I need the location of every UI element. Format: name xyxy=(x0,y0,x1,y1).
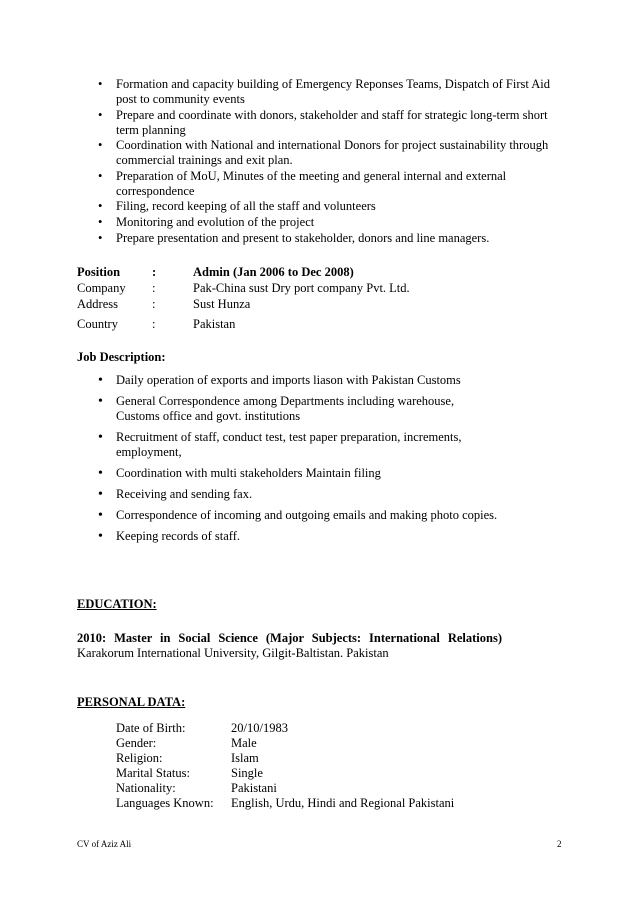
dob-label: Date of Birth: xyxy=(116,721,186,735)
nationality-label: Nationality: xyxy=(116,781,176,795)
list-item-text: Correspondence of incoming and outgoing emails and making photo copies. xyxy=(116,508,498,522)
position-value: Admin (Jan 2006 to Dec 2008) xyxy=(193,265,354,279)
country-row xyxy=(77,316,557,332)
colon: : xyxy=(152,265,157,279)
list-item-text: Preparation of MoU, Minutes of the meeting and general internal and external correspondence xyxy=(116,168,507,198)
list-item xyxy=(98,215,568,230)
list-item xyxy=(98,231,568,246)
list-item-text: Daily operation of exports and imports liason with Pakistan Customs xyxy=(116,373,461,387)
page-number: 2 xyxy=(557,839,562,849)
list-item xyxy=(98,169,568,199)
address-value: Sust Hunza xyxy=(193,297,251,311)
bullet-icon: • xyxy=(98,529,103,544)
bullet-icon: • xyxy=(98,430,103,445)
country-value: Pakistan xyxy=(193,317,236,331)
position-label: Position xyxy=(77,265,121,279)
religion-value: Islam xyxy=(231,751,259,765)
bullet-icon: • xyxy=(98,138,103,153)
list-item-text: Formation and capacity building of Emergency Reponses Teams, Dispatch of First Aid post to community events xyxy=(116,77,551,106)
colon: : xyxy=(152,281,156,295)
education-degree: 2010: Master in Social Science (Major Subjects: International Relations) xyxy=(77,631,502,645)
bullet-icon: • xyxy=(98,487,103,502)
list-item-text: Prepare presentation and present to stakeholder, donors and line managers. xyxy=(116,230,490,245)
company-value: Pak-China sust Dry port company Pvt. Ltd. xyxy=(193,281,410,295)
footer-text: CV of Aziz Ali xyxy=(77,839,132,849)
list-item xyxy=(98,466,498,481)
position-row xyxy=(77,264,557,280)
bullet-icon: • xyxy=(98,107,103,122)
colon: : xyxy=(152,317,156,331)
job-description-heading: Job Description: xyxy=(77,350,166,364)
marital-status-label: Marital Status: xyxy=(116,766,190,780)
list-item xyxy=(98,199,568,214)
list-item-text: Recruitment of staff, conduct test, test paper preparation, increments, employment, xyxy=(116,430,462,459)
bullet-icon: • xyxy=(98,466,103,481)
languages-label: Languages Known: xyxy=(116,796,214,810)
list-item-text: General Correspondence among Departments including warehouse, Customs office and govt. institutions xyxy=(116,394,455,423)
responsibilities-list xyxy=(98,77,568,246)
job-description-list xyxy=(98,373,498,550)
personal-data-heading: PERSONAL DATA: xyxy=(77,695,186,709)
bullet-icon: • xyxy=(98,199,103,214)
list-item xyxy=(98,394,498,424)
address-row xyxy=(77,296,557,312)
nationality-value: Pakistani xyxy=(231,781,277,795)
list-item xyxy=(98,373,498,388)
bullet-icon: • xyxy=(98,168,103,183)
list-item xyxy=(98,487,498,502)
bullet-icon: • xyxy=(98,373,103,388)
position-details xyxy=(77,264,557,332)
list-item-text: Filing, record keeping of all the staff and volunteers xyxy=(116,199,376,214)
list-item xyxy=(98,77,568,107)
list-item xyxy=(98,508,498,523)
list-item-text: Coordination with National and international Donors for project sustainability through commercial trainings and exit plan. xyxy=(116,138,549,168)
dob-value: 20/10/1983 xyxy=(231,721,288,735)
list-item xyxy=(98,430,498,460)
list-item-text: Monitoring and evolution of the project xyxy=(116,214,315,229)
bullet-icon: • xyxy=(98,508,103,523)
list-item-text: Keeping records of staff. xyxy=(116,529,241,543)
list-item-text: Coordination with multi stakeholders Maintain filing xyxy=(116,466,381,480)
bullet-icon: • xyxy=(98,230,103,245)
list-item xyxy=(98,108,568,138)
bullet-icon: • xyxy=(98,394,103,409)
gender-value: Male xyxy=(231,736,257,750)
company-label: Company xyxy=(77,281,126,295)
list-item-text: Receiving and sending fax. xyxy=(116,487,253,501)
country-label: Country xyxy=(77,317,118,331)
colon: : xyxy=(152,297,156,311)
list-item xyxy=(98,529,498,544)
education-institution: Karakorum International University, Gilgit-Baltistan. Pakistan xyxy=(77,646,389,660)
gender-label: Gender: xyxy=(116,736,157,750)
address-label: Address xyxy=(77,297,118,311)
education-heading: EDUCATION: xyxy=(77,597,157,611)
languages-value: English, Urdu, Hindi and Regional Pakistani xyxy=(231,796,455,810)
list-item xyxy=(98,138,568,168)
bullet-icon: • xyxy=(98,77,103,91)
bullet-icon: • xyxy=(98,214,103,229)
religion-label: Religion: xyxy=(116,751,163,765)
company-row xyxy=(77,280,557,296)
marital-status-value: Single xyxy=(231,766,263,780)
list-item-text: Prepare and coordinate with donors, stakeholder and staff for strategic long-term short term planning xyxy=(116,107,548,137)
